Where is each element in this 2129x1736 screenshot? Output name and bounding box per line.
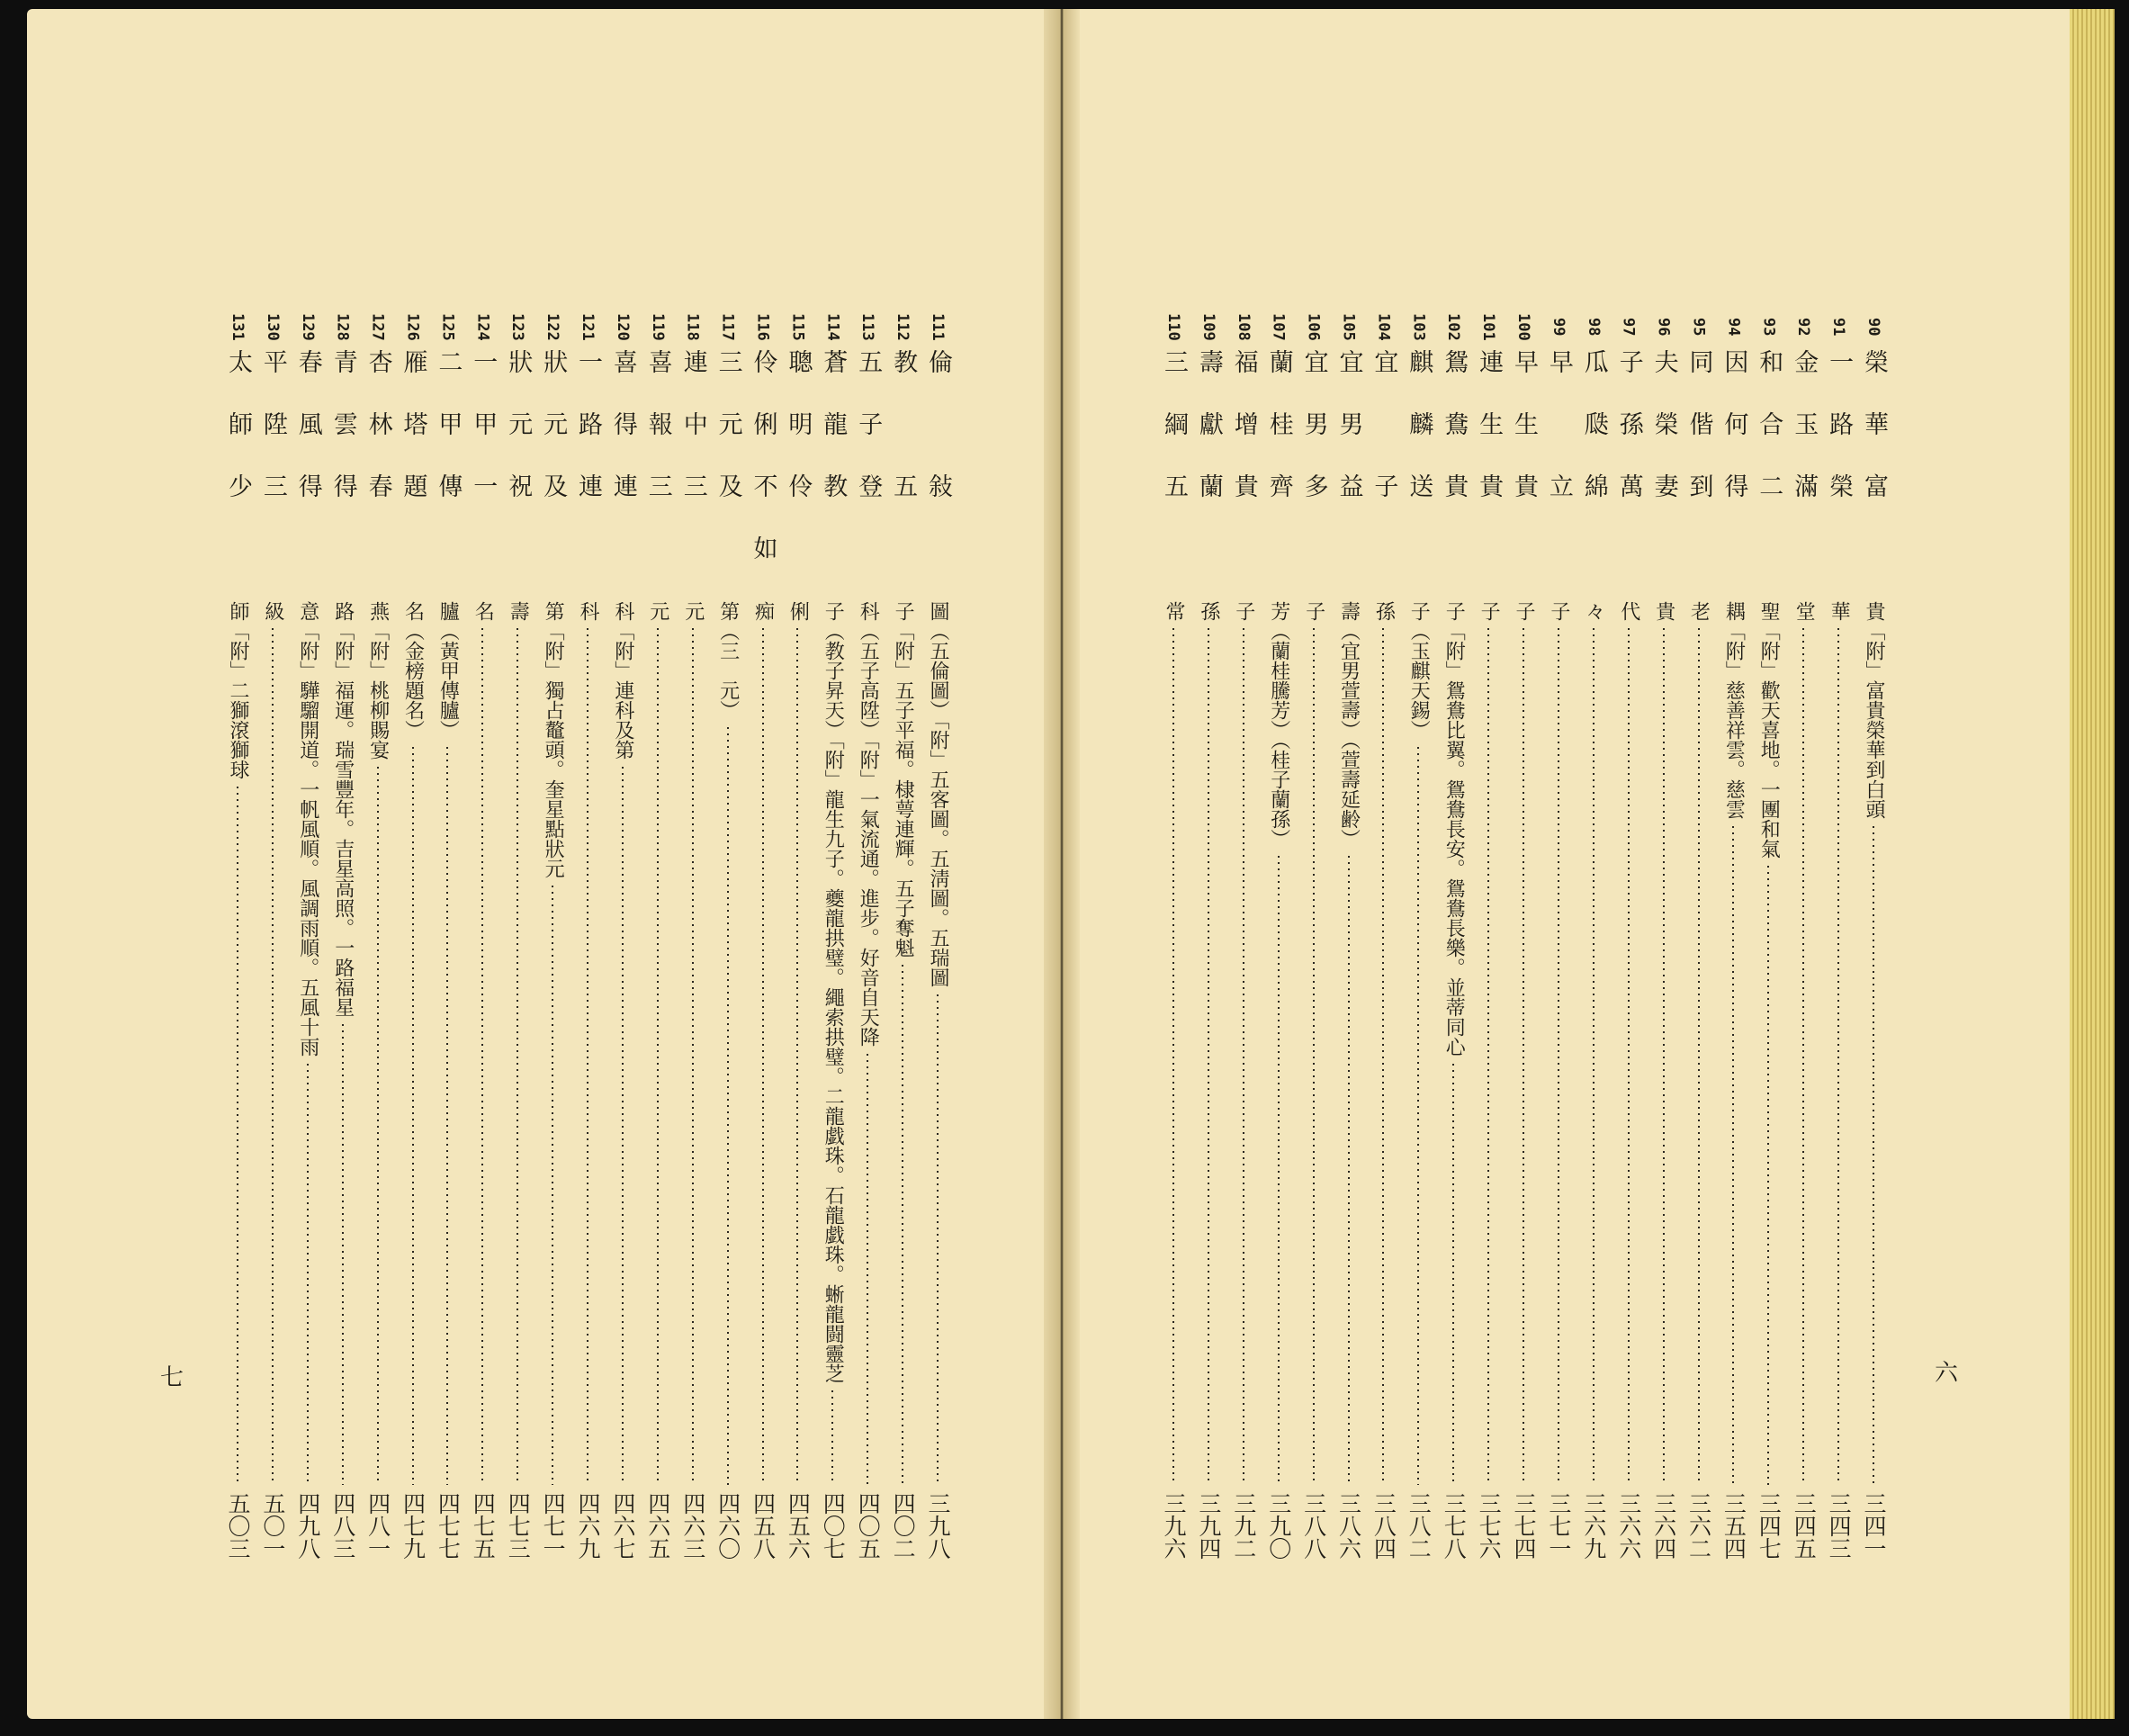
toc-entry bbox=[1263, 304, 1294, 1560]
entry-title: 春風得 bbox=[293, 349, 322, 535]
entry-title: 早生貴 bbox=[1510, 349, 1538, 535]
entry-page-number: 四六九 bbox=[575, 1492, 601, 1560]
entry-subtitle: 子「附」五子平福。棣萼連輝。五子奪魁 bbox=[892, 601, 915, 958]
entry-number: 93 bbox=[1759, 317, 1778, 337]
entry-subtitle: 科 bbox=[577, 601, 599, 621]
toc-entry bbox=[222, 304, 253, 1560]
toc-entry bbox=[1788, 304, 1819, 1560]
entry-title: 二甲傳 bbox=[434, 349, 463, 535]
toc-entry bbox=[1858, 304, 1889, 1560]
entry-title: 宜 子 bbox=[1370, 349, 1398, 535]
entry-page-number: 四七七 bbox=[435, 1492, 462, 1560]
entry-subtitle: 々 bbox=[1582, 601, 1605, 621]
dot-leader bbox=[1873, 826, 1874, 1485]
entry-subtitle: 燕「附」桃柳賜宴 bbox=[366, 601, 390, 760]
dot-leader bbox=[1837, 628, 1839, 1485]
entry-subtitle: 孫 bbox=[1372, 601, 1396, 621]
toc-entry bbox=[292, 304, 323, 1560]
entry-subtitle: 老 bbox=[1687, 601, 1711, 621]
entry-page-number: 三七八 bbox=[1441, 1492, 1468, 1560]
entry-title: 聰明伶 bbox=[784, 349, 813, 535]
entry-page-number: 四八三 bbox=[329, 1492, 356, 1560]
entry-subtitle: 意「附」驊騮開道。一帆風順。風調雨順。五風十雨 bbox=[296, 601, 319, 1057]
toc-entry bbox=[887, 304, 918, 1560]
toc-entry bbox=[922, 304, 953, 1560]
entry-title: 宜男多 bbox=[1299, 349, 1328, 535]
entry-subtitle: 臚（黃甲傳臚） bbox=[436, 601, 460, 740]
dot-leader bbox=[552, 886, 553, 1485]
entry-subtitle: 常 bbox=[1163, 601, 1185, 621]
toc-entry bbox=[1753, 304, 1783, 1560]
entry-number: 105 bbox=[1339, 312, 1358, 341]
dot-leader bbox=[657, 628, 659, 1485]
entry-title: 太師少 bbox=[224, 349, 252, 535]
entry-title: 教 五 bbox=[889, 349, 918, 535]
entry-title: 宜男益 bbox=[1334, 349, 1363, 535]
entry-subtitle: 子 bbox=[1478, 601, 1501, 621]
toc-entry bbox=[1334, 304, 1364, 1560]
entry-subtitle: 代 bbox=[1617, 601, 1640, 621]
entry-number: 125 bbox=[438, 312, 457, 341]
toc-entry bbox=[713, 304, 743, 1560]
entry-subtitle: 第「附」獨占鼇頭。奎星點狀元 bbox=[542, 601, 565, 878]
entry-subtitle: 子（玉麒天錫） bbox=[1407, 601, 1431, 740]
toc-entry bbox=[748, 304, 778, 1560]
dot-leader bbox=[902, 965, 903, 1485]
toc-entry bbox=[1684, 304, 1714, 1560]
entry-subtitle: 級 bbox=[261, 601, 284, 621]
entry-title: 因何得 bbox=[1720, 349, 1748, 535]
entry-page-number: 三八六 bbox=[1335, 1492, 1362, 1560]
entry-subtitle: 壽 bbox=[507, 601, 530, 621]
entry-subtitle: 名（金榜題名） bbox=[401, 601, 425, 740]
entry-subtitle: 子 bbox=[1513, 601, 1535, 621]
entry-subtitle: 芳（蘭桂騰芳）（桂子蘭孫） bbox=[1267, 601, 1290, 849]
dot-leader bbox=[1243, 628, 1244, 1485]
entry-page-number: 三四一 bbox=[1861, 1492, 1887, 1560]
dot-leader bbox=[1452, 1064, 1454, 1485]
toc-entry bbox=[1648, 304, 1679, 1560]
dot-leader bbox=[412, 747, 414, 1485]
toc-entry bbox=[363, 304, 393, 1560]
entry-title: 杏林春 bbox=[364, 349, 392, 535]
entry-subtitle: 貴 bbox=[1652, 601, 1675, 621]
entry-page-number: 三六九 bbox=[1580, 1492, 1607, 1560]
entry-page-number: 三八四 bbox=[1370, 1492, 1397, 1560]
dot-leader bbox=[237, 787, 238, 1485]
entry-number: 109 bbox=[1199, 312, 1217, 341]
dot-leader bbox=[1523, 628, 1524, 1485]
entry-number: 131 bbox=[229, 312, 247, 341]
entry-number: 119 bbox=[648, 312, 667, 341]
entry-number: 124 bbox=[473, 312, 492, 341]
entry-title: 倫 敍 bbox=[924, 349, 952, 535]
dot-leader bbox=[481, 628, 483, 1485]
entry-subtitle: 子「附」鴛鴦比翼。鴛鴦長安。鴛鴦長樂。並蒂同心 bbox=[1442, 601, 1466, 1057]
entry-number: 106 bbox=[1304, 312, 1323, 341]
entry-title: 青雲得 bbox=[328, 349, 357, 535]
toc-entry bbox=[1823, 304, 1854, 1560]
toc-entry bbox=[1718, 304, 1748, 1560]
entry-number: 123 bbox=[508, 312, 527, 341]
entry-subtitle: 華 bbox=[1828, 601, 1851, 621]
entry-number: 112 bbox=[894, 312, 912, 341]
dot-leader bbox=[1487, 628, 1489, 1485]
entry-page-number: 三九〇 bbox=[1265, 1492, 1292, 1560]
entry-page-number: 四〇五 bbox=[855, 1492, 882, 1560]
entry-page-number: 三四七 bbox=[1756, 1492, 1783, 1560]
toc-entry bbox=[1438, 304, 1469, 1560]
entry-number: 92 bbox=[1794, 317, 1813, 337]
entry-number: 97 bbox=[1619, 317, 1638, 337]
entry-title: 平陞三 bbox=[258, 349, 287, 535]
entry-subtitle: 子（教子昇天）「附」龍生九子。夔龍拱璧。繩索拱璧。二龍戯珠。石龍戯珠。蜥龍闘靈芝 bbox=[822, 601, 845, 1383]
entry-title: 雁塔題 bbox=[399, 349, 427, 535]
dot-leader bbox=[307, 1064, 309, 1485]
entry-subtitle: 子 bbox=[1547, 601, 1570, 621]
entry-subtitle: 元 bbox=[646, 601, 669, 621]
entry-page-number: 五〇三 bbox=[225, 1492, 251, 1560]
entry-title: 三元及 bbox=[714, 349, 742, 535]
toc-entry bbox=[1158, 304, 1189, 1560]
book-gutter bbox=[1044, 9, 1080, 1719]
entry-page-number: 四九八 bbox=[294, 1492, 321, 1560]
dot-leader bbox=[692, 628, 694, 1485]
toc-entry bbox=[852, 304, 883, 1560]
page-edges bbox=[2070, 9, 2115, 1719]
entry-number: 110 bbox=[1164, 312, 1182, 341]
entry-subtitle: 俐 bbox=[786, 601, 810, 621]
entry-page-number: 三九二 bbox=[1230, 1492, 1257, 1560]
dot-leader bbox=[1348, 856, 1350, 1485]
entry-page-number: 三六四 bbox=[1650, 1492, 1677, 1560]
dot-leader bbox=[1663, 628, 1665, 1485]
entry-subtitle: 圖（五倫圖）「附」五客圖。五淸圖。五瑞圖 bbox=[927, 601, 949, 987]
entry-number: 99 bbox=[1549, 317, 1568, 337]
entry-page-number: 四〇七 bbox=[820, 1492, 847, 1560]
entry-page-number: 四六五 bbox=[644, 1492, 671, 1560]
entry-number: 120 bbox=[613, 312, 632, 341]
entry-number: 98 bbox=[1584, 317, 1603, 337]
entry-number: 96 bbox=[1654, 317, 1673, 337]
entry-title: 瓜瓞綿 bbox=[1579, 349, 1608, 535]
entry-number: 117 bbox=[718, 312, 737, 341]
left-folio: 七 bbox=[160, 1364, 184, 1391]
entry-page-number: 四八一 bbox=[364, 1492, 391, 1560]
dot-leader bbox=[622, 767, 624, 1485]
entry-number: 100 bbox=[1514, 312, 1532, 341]
entry-page-number: 三五四 bbox=[1720, 1492, 1747, 1560]
entry-number: 113 bbox=[858, 312, 877, 341]
entry-subtitle: 貴「附」富貴榮華到白頭 bbox=[1863, 601, 1885, 819]
toc-entry bbox=[642, 304, 673, 1560]
toc-entry bbox=[1578, 304, 1609, 1560]
entry-title: 壽獻蘭 bbox=[1194, 349, 1223, 535]
entry-title: 連生貴 bbox=[1475, 349, 1504, 535]
entry-page-number: 四五八 bbox=[750, 1492, 777, 1560]
dot-leader bbox=[587, 628, 588, 1485]
entry-subtitle: 路「附」福運。瑞雪豐年。吉星高照。一路福星 bbox=[331, 601, 355, 1017]
entry-number: 121 bbox=[579, 312, 597, 341]
entry-subtitle: 子 bbox=[1302, 601, 1325, 621]
dot-leader bbox=[1278, 856, 1280, 1485]
entry-page-number: 三七四 bbox=[1511, 1492, 1537, 1560]
entry-number: 95 bbox=[1689, 317, 1708, 337]
entry-title: 一路榮 bbox=[1825, 349, 1854, 535]
entry-subtitle: 師「附」二獅滾獅球 bbox=[227, 601, 249, 779]
dot-leader bbox=[1172, 628, 1174, 1485]
toc-entry bbox=[572, 304, 603, 1560]
dot-leader bbox=[1382, 628, 1384, 1485]
entry-title: 喜報三 bbox=[643, 349, 672, 535]
toc-entry bbox=[1298, 304, 1329, 1560]
entry-page-number: 四五六 bbox=[785, 1492, 812, 1560]
toc-entry bbox=[607, 304, 638, 1560]
entry-page-number: 四六七 bbox=[609, 1492, 636, 1560]
dot-leader bbox=[446, 747, 448, 1485]
entry-page-number: 三四五 bbox=[1791, 1492, 1818, 1560]
dot-leader bbox=[377, 767, 379, 1485]
toc-entry bbox=[467, 304, 498, 1560]
entry-title: 蘭桂齊 bbox=[1264, 349, 1293, 535]
toc-entry bbox=[432, 304, 463, 1560]
entry-title: 伶俐不如 bbox=[749, 349, 777, 598]
entry-subtitle: 科（五子高陞）「附」一氣流通。進步。好音自天降 bbox=[857, 601, 880, 1047]
right-folio: 六 bbox=[1935, 1360, 1959, 1387]
entry-title: 一路連 bbox=[574, 349, 602, 535]
toc-entry bbox=[1403, 304, 1433, 1560]
entry-number: 129 bbox=[298, 312, 317, 341]
entry-page-number: 四七一 bbox=[540, 1492, 567, 1560]
dot-leader bbox=[517, 628, 518, 1485]
entry-number: 126 bbox=[403, 312, 422, 341]
entry-number: 130 bbox=[263, 312, 282, 341]
entry-subtitle: 壽（宜男萱壽）（萱壽延齢） bbox=[1337, 601, 1361, 849]
entry-page-number: 三九四 bbox=[1195, 1492, 1222, 1560]
dot-leader bbox=[1208, 628, 1209, 1485]
entry-subtitle: 堂 bbox=[1792, 601, 1816, 621]
entry-number: 127 bbox=[368, 312, 387, 341]
entry-number: 122 bbox=[543, 312, 562, 341]
entry-number: 108 bbox=[1234, 312, 1253, 341]
entry-page-number: 三九六 bbox=[1161, 1492, 1187, 1560]
entry-title: 夫榮妻 bbox=[1649, 349, 1678, 535]
entry-title: 狀元及 bbox=[539, 349, 568, 535]
entry-number: 118 bbox=[683, 312, 702, 341]
dot-leader bbox=[867, 1054, 868, 1485]
dot-leader bbox=[937, 994, 939, 1485]
toc-entry bbox=[257, 304, 288, 1560]
entry-title: 福增貴 bbox=[1229, 349, 1258, 535]
entry-subtitle: 科「附」連科及第 bbox=[611, 601, 634, 760]
entry-number: 103 bbox=[1409, 312, 1428, 341]
dot-leader bbox=[1732, 826, 1734, 1485]
dot-leader bbox=[796, 628, 798, 1485]
dot-leader bbox=[1628, 628, 1630, 1485]
dot-leader bbox=[272, 628, 274, 1485]
entry-page-number: 三九八 bbox=[925, 1492, 951, 1560]
toc-entry bbox=[1508, 304, 1539, 1560]
entry-page-number: 三六二 bbox=[1685, 1492, 1712, 1560]
dot-leader bbox=[1767, 866, 1769, 1485]
entry-number: 116 bbox=[753, 312, 772, 341]
entry-number: 104 bbox=[1374, 312, 1393, 341]
entry-subtitle: 名 bbox=[472, 601, 495, 621]
entry-subtitle: 孫 bbox=[1197, 601, 1220, 621]
toc-entry bbox=[398, 304, 428, 1560]
dot-leader bbox=[1802, 628, 1804, 1485]
entry-page-number: 三七一 bbox=[1545, 1492, 1572, 1560]
toc-entry bbox=[328, 304, 358, 1560]
dot-leader bbox=[1313, 628, 1315, 1485]
entry-title: 同偕到 bbox=[1684, 349, 1713, 535]
entry-page-number: 四六三 bbox=[679, 1492, 706, 1560]
entry-title: 子孫萬 bbox=[1614, 349, 1643, 535]
entry-page-number: 四七九 bbox=[400, 1492, 427, 1560]
entry-title: 鴛鴦貴 bbox=[1440, 349, 1469, 535]
toc-entry bbox=[1543, 304, 1574, 1560]
entry-title: 和合二 bbox=[1755, 349, 1783, 535]
dot-leader bbox=[727, 727, 729, 1485]
entry-page-number: 三六六 bbox=[1615, 1492, 1642, 1560]
entry-title: 早 立 bbox=[1544, 349, 1573, 535]
entry-title: 一甲一 bbox=[469, 349, 498, 535]
entry-number: 90 bbox=[1864, 317, 1882, 337]
entry-title: 麒麟送 bbox=[1405, 349, 1433, 535]
toc-entry bbox=[1368, 304, 1398, 1560]
dot-leader bbox=[342, 1024, 344, 1485]
entry-page-number: 三七六 bbox=[1476, 1492, 1503, 1560]
entry-title: 金玉滿 bbox=[1790, 349, 1819, 535]
entry-page-number: 四〇二 bbox=[890, 1492, 917, 1560]
entry-title: 狀元祝 bbox=[504, 349, 533, 535]
entry-number: 111 bbox=[929, 312, 947, 341]
entry-number: 128 bbox=[333, 312, 352, 341]
toc-entry bbox=[1228, 304, 1259, 1560]
entry-page-number: 四七三 bbox=[505, 1492, 532, 1560]
entry-page-number: 四七五 bbox=[470, 1492, 497, 1560]
dot-leader bbox=[1558, 628, 1559, 1485]
toc-entry bbox=[1473, 304, 1504, 1560]
entry-title: 五子登 bbox=[854, 349, 883, 535]
entry-subtitle: 子 bbox=[1232, 601, 1255, 621]
entry-title: 榮華富 bbox=[1860, 349, 1888, 535]
entry-page-number: 三八八 bbox=[1300, 1492, 1327, 1560]
entry-page-number: 四六〇 bbox=[714, 1492, 741, 1560]
entry-page-number: 三四三 bbox=[1826, 1492, 1853, 1560]
entry-number: 107 bbox=[1269, 312, 1288, 341]
entry-title: 連中三 bbox=[678, 349, 707, 535]
entry-number: 101 bbox=[1479, 312, 1498, 341]
toc-entry bbox=[1613, 304, 1644, 1560]
dot-leader bbox=[1417, 747, 1419, 1485]
entry-number: 114 bbox=[823, 312, 842, 341]
entry-title: 蒼龍教 bbox=[819, 349, 848, 535]
entry-page-number: 三八二 bbox=[1406, 1492, 1433, 1560]
entry-number: 94 bbox=[1724, 317, 1743, 337]
entry-subtitle: 聖「附」歡天喜地。一團和氣 bbox=[1757, 601, 1781, 859]
toc-entry bbox=[817, 304, 848, 1560]
entry-subtitle: 痴 bbox=[751, 601, 775, 621]
entry-subtitle: 耦「附」慈善祥雲。慈雲 bbox=[1722, 601, 1746, 819]
entry-page-number: 五〇一 bbox=[259, 1492, 286, 1560]
toc-entry bbox=[1193, 304, 1224, 1560]
toc-entry bbox=[537, 304, 568, 1560]
entry-subtitle: 元 bbox=[681, 601, 705, 621]
dot-leader bbox=[1593, 628, 1595, 1485]
entry-number: 102 bbox=[1444, 312, 1463, 341]
toc-entry bbox=[782, 304, 813, 1560]
entry-title: 喜得連 bbox=[608, 349, 637, 535]
toc-entry bbox=[678, 304, 708, 1560]
dot-leader bbox=[762, 628, 764, 1485]
toc-entry bbox=[502, 304, 533, 1560]
dot-leader bbox=[831, 1390, 833, 1485]
entry-number: 115 bbox=[788, 312, 807, 341]
entry-subtitle: 第（三 元） bbox=[716, 601, 740, 720]
entry-number: 91 bbox=[1829, 317, 1848, 337]
dot-leader bbox=[1698, 628, 1700, 1485]
entry-title: 三綱五 bbox=[1160, 349, 1188, 535]
